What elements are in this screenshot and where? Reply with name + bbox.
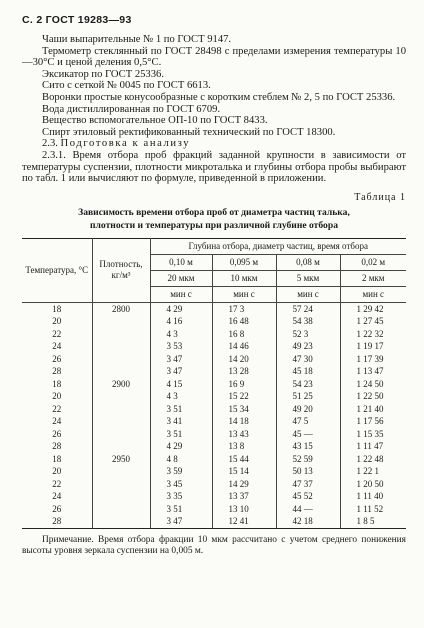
table-cell: 13 8: [212, 440, 276, 453]
table-row: [22, 315, 406, 328]
table-cell: 47 5: [276, 415, 340, 428]
table-cell: [92, 428, 150, 441]
table-cell: 15 34: [212, 403, 276, 416]
table-cell: 47 30: [276, 353, 340, 366]
table-cell: 1 11 47: [340, 440, 406, 453]
table-cell: 4 3: [150, 328, 212, 341]
table-cell: 1 19 17: [340, 340, 406, 353]
table-row: [22, 465, 406, 478]
col-header-unit: мин с: [276, 286, 340, 302]
table-cell: 15 44: [212, 453, 276, 466]
table-cell: [92, 340, 150, 353]
section-title: Подготовка к анализу: [60, 138, 191, 150]
table-cell: 1 17 56: [340, 415, 406, 428]
col-header-depth: 0,10 м: [150, 254, 212, 270]
table-cell: 17 3: [212, 302, 276, 315]
table-cell: [92, 478, 150, 491]
table-cell: 18: [52, 453, 62, 464]
col-header-diameter: 2 мкм: [340, 270, 406, 286]
table-cell: 3 47: [150, 515, 212, 528]
table-cell: 16 48: [212, 315, 276, 328]
table-cell: 3 47: [150, 365, 212, 378]
table-cell: 28: [22, 515, 92, 528]
table-cell: 14 29: [212, 478, 276, 491]
col-header-density: Плотность, кг/м³: [92, 238, 150, 302]
table-cell: 2900: [92, 378, 150, 391]
table-caption: Таблица 1: [354, 191, 406, 203]
col-header-unit: мин с: [150, 286, 212, 302]
table-cell: 1 24 50: [340, 378, 406, 391]
table-cell: 12 41: [212, 515, 276, 528]
table-cell: 1 15 35: [340, 428, 406, 441]
table-cell: 1 8 5: [340, 515, 406, 528]
table-cell: [92, 353, 150, 366]
table-row: [22, 302, 406, 315]
table-cell: 1 27 45: [340, 315, 406, 328]
table-cell: 4 16: [150, 315, 212, 328]
col-header-unit: мин с: [340, 286, 406, 302]
col-header-diameter: 5 мкм: [276, 270, 340, 286]
table-cell: 18: [52, 303, 62, 314]
list-item: Эксикатор по ГОСТ 25336.: [42, 68, 164, 80]
table-cell: 4 29: [150, 440, 212, 453]
table-cell: 16 9: [212, 378, 276, 391]
table-cell: 54 38: [276, 315, 340, 328]
table-cell: 1 13 47: [340, 365, 406, 378]
table-cell: 14 20: [212, 353, 276, 366]
table-cell: 1 20 50: [340, 478, 406, 491]
table-cell: 2800: [92, 302, 150, 315]
table-row: [22, 490, 406, 503]
table-cell: 22: [52, 403, 62, 414]
table-cell: 1 21 40: [340, 403, 406, 416]
table-cell: 3 41: [150, 415, 212, 428]
list-item: Сито с сеткой № 0045 по ГОСТ 6613.: [42, 80, 211, 92]
table-cell: 45 18: [276, 365, 340, 378]
list-item: Воронки простые конусообразные с коротким стеблем № 2, 5 по ГОСТ 25336.: [42, 91, 396, 103]
list-item: Чаши выпарительные № 1 по ГОСТ 9147.: [42, 34, 232, 45]
table-cell: 54 23: [276, 378, 340, 391]
table-cell: [92, 365, 150, 378]
list-item: Вещество вспомогательное ОП-10 по ГОСТ 8433.: [42, 115, 268, 127]
table-cell: 13 28: [212, 365, 276, 378]
table-cell: 1 22 1: [340, 465, 406, 478]
table-cell: 3 51: [150, 403, 212, 416]
table-cell: 14 18: [212, 415, 276, 428]
table-cell: [92, 490, 150, 503]
table-cell: [92, 390, 150, 403]
table-cell: 43 15: [276, 440, 340, 453]
table-title-line: плотности и температуры при различной глубине отбора: [90, 219, 338, 231]
table-cell: 20: [52, 391, 62, 402]
table-cell: [92, 403, 150, 416]
table-cell: 4 15: [150, 378, 212, 391]
page-header: С. 2 ГОСТ 19283—93: [22, 14, 132, 26]
table-row: [22, 353, 406, 366]
table-cell: 28: [52, 441, 62, 452]
table-title-line: Зависимость времени отбора проб от диаметра частиц талька,: [78, 206, 350, 218]
table-cell: 13 37: [212, 490, 276, 503]
table-cell: 44 —: [276, 503, 340, 516]
table-cell: 1 17 39: [340, 353, 406, 366]
table-cell: 3 45: [150, 478, 212, 491]
list-item: Спирт этиловый ректификованный технический по ГОСТ 18300.: [42, 126, 336, 138]
table-cell: 28: [52, 366, 62, 377]
table-cell: 52 59: [276, 453, 340, 466]
table-row: [22, 365, 406, 378]
table-cell: 3 51: [150, 428, 212, 441]
table-row: [22, 478, 406, 491]
table-cell: 3 59: [150, 465, 212, 478]
table-cell: [92, 415, 150, 428]
table-cell: 1 22 48: [340, 453, 406, 466]
document-page: [22, 14, 406, 558]
col-header-depth: 0,08 м: [276, 254, 340, 270]
table-row: [22, 340, 406, 353]
table-cell: 52 3: [276, 328, 340, 341]
table-row: [22, 503, 406, 516]
table-cell: [92, 440, 150, 453]
table-row: [22, 403, 406, 416]
table-cell: 49 23: [276, 340, 340, 353]
table-cell: 1 29 42: [340, 302, 406, 315]
col-header-diameter: 20 мкм: [150, 270, 212, 286]
table-cell: [92, 315, 150, 328]
table-row: [22, 328, 406, 341]
table-cell: 47 37: [276, 478, 340, 491]
table-cell: [92, 503, 150, 516]
table-note: Примечание. Время отбора фракции 10 мкм рассчитано с учетом среднего понижения высоты уровня зеркала суспензии на 0,005 м.: [22, 534, 406, 557]
col-header-depth: 0,095 м: [212, 254, 276, 270]
table-cell: 57 24: [276, 302, 340, 315]
col-header-group: Глубина отбора, диаметр частиц, время отбора: [150, 238, 406, 254]
table-cell: 1 22 50: [340, 390, 406, 403]
table-cell: 4 29: [150, 302, 212, 315]
table-cell: 16 8: [212, 328, 276, 341]
table-cell: 24: [52, 341, 62, 352]
table-cell: 45 52: [276, 490, 340, 503]
table-cell: 1 11 52: [340, 503, 406, 516]
table-cell: 22: [52, 478, 62, 489]
table-row: [22, 415, 406, 428]
data-table: [22, 238, 406, 529]
table-row: [22, 428, 406, 441]
table-cell: 45 —: [276, 428, 340, 441]
table-cell: 2950: [92, 453, 150, 466]
table-cell: 3 47: [150, 353, 212, 366]
table-cell: 26: [52, 503, 62, 514]
col-header-depth: 0,02 м: [340, 254, 406, 270]
col-header-temperature: Температура, °С: [22, 238, 92, 302]
table-cell: 20: [52, 316, 62, 327]
paragraph-2-3-1: 2.3.1. Время отбора проб фракций заданной крупности в зависимости от температуры суспензии, плотности микроталька и глубины отбора пробы выбирают по табл. 1 или вычисляют по формуле, приведенной в приложении.: [22, 149, 406, 185]
table-cell: 49 20: [276, 403, 340, 416]
equipment-list: [22, 34, 406, 138]
table-cell: 50 13: [276, 465, 340, 478]
table-cell: 15 14: [212, 465, 276, 478]
table-cell: 4 3: [150, 390, 212, 403]
table-cell: 13 10: [212, 503, 276, 516]
table-row: [22, 515, 406, 528]
section-heading: [22, 138, 406, 150]
table-row: [22, 378, 406, 391]
table-cell: 1 22 32: [340, 328, 406, 341]
table-cell: [92, 328, 150, 341]
table-cell: 15 22: [212, 390, 276, 403]
table-cell: 26: [52, 428, 62, 439]
table-cell: 26: [52, 353, 62, 364]
list-item: Термометр стеклянный по ГОСТ 28498 с пределами измерения температуры 10—30°С и ценой деления 0,5°С.: [22, 45, 406, 69]
table-cell: 4 8: [150, 453, 212, 466]
table-cell: 22: [52, 328, 62, 339]
table-row: [22, 453, 406, 466]
table-cell: 24: [52, 416, 62, 427]
table-cell: [92, 515, 150, 528]
table-cell: 20: [52, 466, 62, 477]
table-cell: 42 18: [276, 515, 340, 528]
col-header-unit: мин с: [212, 286, 276, 302]
table-cell: 24: [52, 491, 62, 502]
table-cell: 18: [52, 378, 62, 389]
table-cell: 14 46: [212, 340, 276, 353]
list-item: Вода дистиллированная по ГОСТ 6709.: [42, 103, 221, 115]
table-cell: 3 35: [150, 490, 212, 503]
table-cell: 3 51: [150, 503, 212, 516]
table-row: [22, 440, 406, 453]
table-cell: 51 25: [276, 390, 340, 403]
col-header-diameter: 10 мкм: [212, 270, 276, 286]
table-title: [22, 206, 406, 232]
table-row: [22, 390, 406, 403]
table-cell: 13 43: [212, 428, 276, 441]
table-cell: [92, 465, 150, 478]
table-cell: 3 53: [150, 340, 212, 353]
section-number: 2.3.: [42, 138, 58, 150]
table-cell: 1 11 40: [340, 490, 406, 503]
